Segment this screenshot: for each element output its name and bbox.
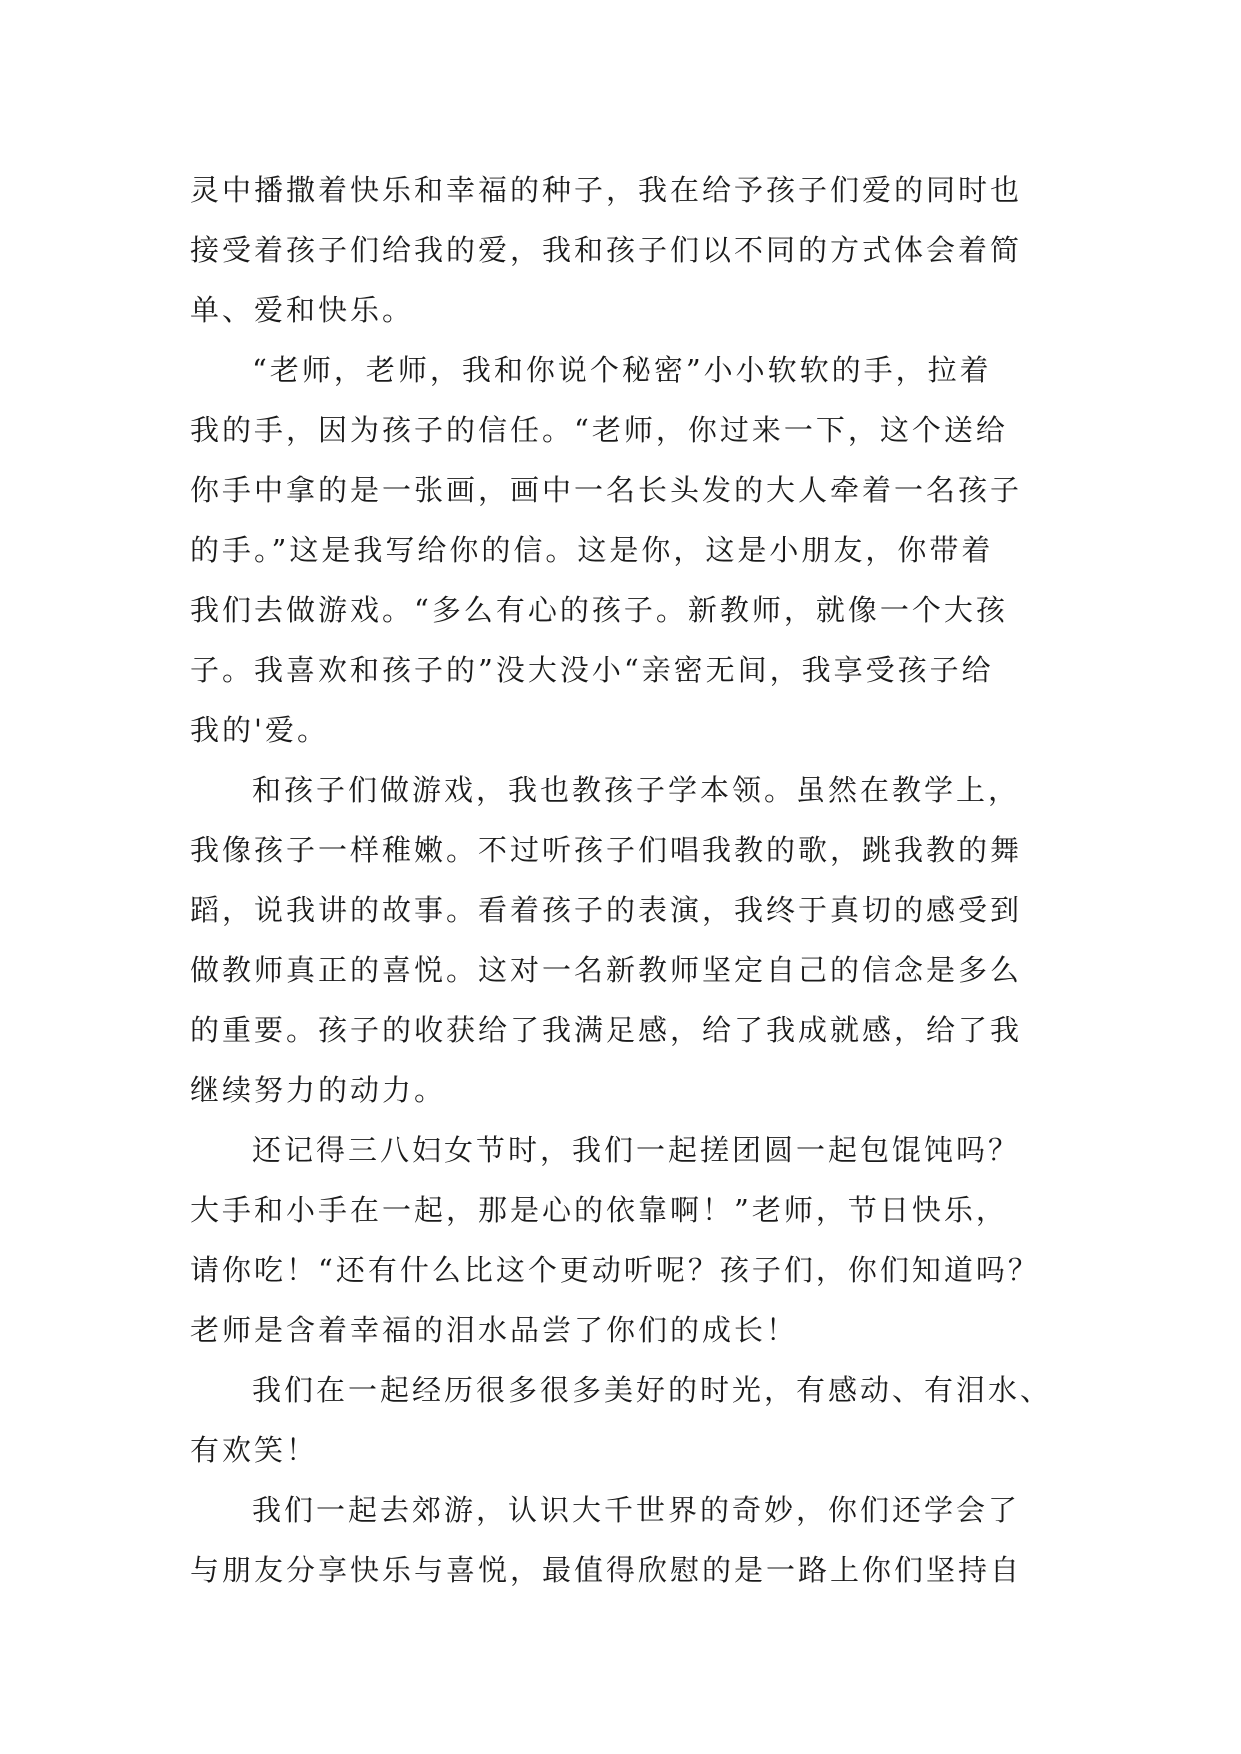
- text-line: 的重要。孩子的收获给了我满足感，给了我成就感，给了我: [190, 1013, 1023, 1047]
- text-line: 我们去做游戏。“多么有心的孩子。新教师，就像一个大孩: [190, 593, 1008, 627]
- text-line: 做教师真正的喜悦。这对一名新教师坚定自己的信念是多么: [190, 953, 1023, 987]
- text-line: 继续努力的动力。: [190, 1073, 447, 1107]
- paragraph-first-line: 和孩子们做游戏，我也教孩子学本领。虽然在教学上，: [252, 773, 1021, 807]
- text-line: 单、爱和快乐。: [190, 293, 415, 327]
- text-line: 你手中拿的是一张画，画中一名长头发的大人牵着一名孩子: [190, 473, 1023, 507]
- text-line: 接受着孩子们给我的爱，我和孩子们以不同的方式体会着简: [190, 233, 1023, 267]
- text-line: 灵中播撒着快乐和幸福的种子，我在给予孩子们爱的同时也: [190, 173, 1023, 207]
- text-line: 蹈，说我讲的故事。看着孩子的表演，我终于真切的感受到: [190, 893, 1023, 927]
- text-line: 老师是含着幸福的泪水品尝了你们的成长！: [190, 1313, 799, 1347]
- text-line: 子。我喜欢和孩子的”没大没小“亲密无间，我享受孩子给: [190, 653, 994, 687]
- text-line: 与朋友分享快乐与喜悦，最值得欣慰的是一路上你们坚持自: [190, 1553, 1023, 1587]
- text-line: 大手和小手在一起，那是心的依靠啊！”老师，节日快乐，: [190, 1193, 1008, 1227]
- text-line: 我的'爱。: [190, 713, 329, 747]
- text-line: 请你吃！“还有什么比这个更动听呢？孩子们，你们知道吗？: [190, 1253, 1040, 1287]
- paragraph-first-line: 还记得三八妇女节时，我们一起搓团圆一起包馄饨吗？: [252, 1133, 1021, 1167]
- body-text: [190, 160, 1060, 1600]
- paragraph-first-line: 我们一起去郊游，认识大千世界的奇妙，你们还学会了: [252, 1493, 1021, 1527]
- text-line: 的手。”这是我写给你的信。这是你，这是小朋友，你带着: [190, 533, 994, 567]
- text-line: 有欢笑！: [190, 1433, 319, 1467]
- paragraph-first-line: 我们在一起经历很多很多美好的时光，有感动、有泪水、: [252, 1373, 1053, 1407]
- text-line: 我的手，因为孩子的信任。“老师，你过来一下，这个送给: [190, 413, 1008, 447]
- text-line: 我像孩子一样稚嫩。不过听孩子们唱我教的歌，跳我教的舞: [190, 833, 1023, 867]
- paragraph-first-line: “老师，老师，我和你说个秘密”小小软软的手，拉着: [252, 353, 992, 387]
